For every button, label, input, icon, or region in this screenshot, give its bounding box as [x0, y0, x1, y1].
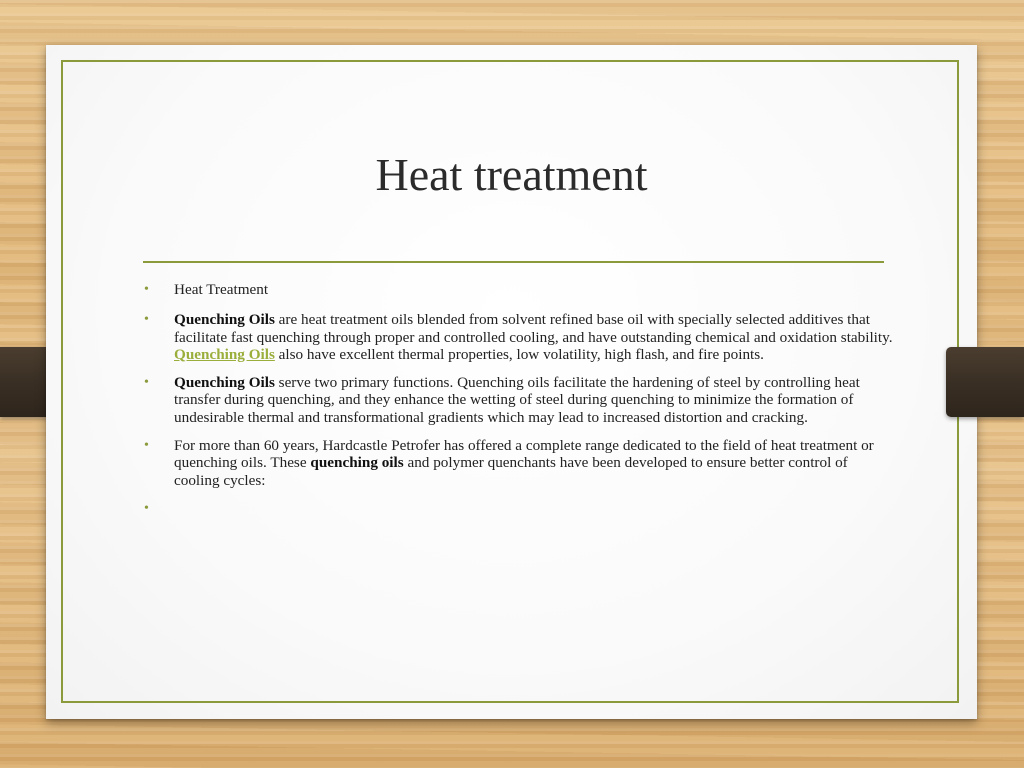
bullet-bold-term: Quenching Oils [174, 311, 275, 329]
bullet-icon: • [144, 438, 149, 454]
bullet-text: Heat Treatment [174, 281, 269, 298]
slide-title: Heat treatment [375, 149, 648, 200]
bullet-text: are heat treatment oils blended from solvent refined base oil with specially selected additives that facilitate fast quenching through proper and controlled cooling, and have outstanding chemical and oxidation stability. [174, 311, 893, 346]
bullet-text: For more than 60 years, Hardcastle Petrofer has offered a complete range dedicated to the field of heat treatment or quenching oils. These [174, 437, 874, 472]
bullet-icon: • [144, 500, 149, 516]
bullet-icon: • [144, 282, 149, 297]
bullet-item-quenching-oils-definition [144, 311, 894, 363]
bullet-item-hardcastle-petrofer [144, 437, 894, 489]
bullet-list [144, 281, 894, 516]
quenching-oils-link[interactable]: Quenching Oils [174, 345, 275, 363]
binder-tab-right [946, 347, 1024, 417]
bullet-icon: • [144, 375, 149, 391]
bullet-item-heat-treatment [144, 281, 894, 298]
bullet-icon: • [144, 312, 149, 328]
bullet-text: serve two primary functions. Quenching oils facilitate the hardening of steel by controlling heat transfer during quenching, and they enhance the wetting of steel during quenching to minimize the formation of undesirable thermal and transformational gradients which may lead to increased distortion and cracking. [174, 374, 860, 426]
bullet-text: also have excellent thermal properties, low volatility, high flash, and fire points. [274, 345, 764, 363]
slide-paper [46, 45, 977, 719]
bullet-bold-term: Quenching Oils [174, 374, 275, 392]
bullet-item-quenching-oils-functions [144, 374, 894, 426]
bullet-text: and polymer quenchants have been developed to ensure better control of cooling cycles: [174, 454, 848, 489]
bullet-bold-term: quenching oils [310, 454, 404, 472]
title-divider [143, 261, 884, 263]
